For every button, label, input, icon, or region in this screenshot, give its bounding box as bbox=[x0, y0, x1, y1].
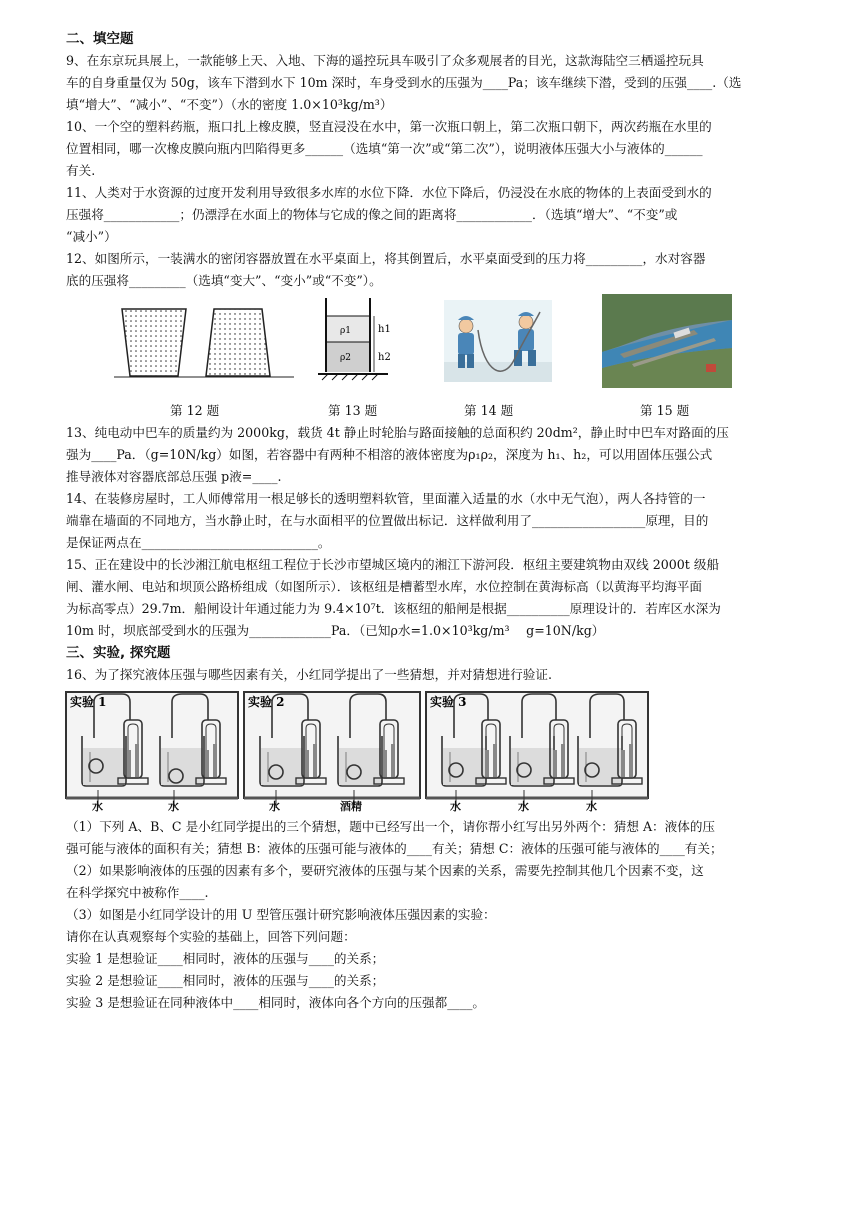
q9-line-2: 车的自身重量仅为 50g，该车下潜到水下 10m 深时，车身受到水的压强为____Pa；该车继续下潜，受到的压强____.（选 bbox=[66, 75, 742, 90]
worksheet-page bbox=[66, 28, 806, 1014]
caption-fig-12: 第 12 题 bbox=[170, 403, 220, 418]
q9-line-1: 9、在东京玩具展上，一款能够上天、入地、下海的遥控玩具车吸引了众多观展者的目光，这款海陆空三栖遥控玩具 bbox=[66, 53, 704, 68]
q10-line-3: 有关. bbox=[66, 163, 96, 178]
q14-line-1: 14、在装修房屋时，工人师傅常用一根足够长的透明塑料软管，里面灌入适量的水（水中无气泡），两人各持管的一 bbox=[66, 491, 706, 506]
fig13-h1: h1 bbox=[378, 324, 391, 335]
exp3-liquid-1: 水 bbox=[450, 800, 461, 813]
q11-line-3: “减小”） bbox=[66, 229, 117, 244]
q15-line-2: 闸、灌水闸、电站和坝顶公路桥组成（如图所示）．该枢纽是槽蓄型水库，水位控制在黄海标高（以黄海平均海平面 bbox=[66, 579, 702, 594]
q11-line-2: 压强将____________；仍漂浮在水面上的物体与它成的像之间的距离将____________．（选填“增大”、“不变”或 bbox=[66, 207, 678, 222]
q16-exp3-question: 实验 3 是想验证在同种液体中____相同时，液体向各个方向的压强都____。 bbox=[66, 995, 486, 1010]
figure-15-hydro-junction bbox=[602, 294, 732, 388]
caption-fig-13: 第 13 题 bbox=[328, 403, 378, 418]
exp1-label: 实验 1 bbox=[70, 695, 107, 709]
q15-line-3: 为标高零点）29.7m．船闸设计年通过能力为 9.4×10⁷t．该枢纽的船闸是根据__________原理设计的．若库区水深为 bbox=[66, 601, 721, 616]
q9-line-3: 填“增大”、“减小”、“不变”）（水的密度 1.0×10³kg/m³） bbox=[66, 97, 393, 112]
figure-14-workers-tube bbox=[444, 300, 552, 382]
caption-fig-14: 第 14 题 bbox=[464, 403, 514, 418]
q13-line-2: 强为____Pa．（g=10N/kg）如图，若容器中有两种不相溶的液体密度为ρ₁ρ₂，深度为 h₁、h₂，可以用固体压强公式 bbox=[66, 447, 713, 462]
exp1-liquid-2: 水 bbox=[168, 800, 179, 813]
fig13-rho2: ρ2 bbox=[340, 353, 352, 363]
fig13-rho1: ρ1 bbox=[340, 326, 352, 336]
exp3-liquid-3: 水 bbox=[586, 800, 597, 813]
q13-line-1: 13、纯电动中巴车的质量约为 2000kg，载货 4t 静止时轮胎与路面接触的总面积约 20dm²，静止时中巴车对路面的压 bbox=[66, 425, 729, 440]
section-2-title: 二、填空题 bbox=[66, 31, 134, 47]
figure-12-containers bbox=[114, 304, 294, 384]
exp1-liquid-1: 水 bbox=[92, 800, 103, 813]
q16-part2-line-2: 在科学探究中被称作____. bbox=[66, 885, 209, 900]
exp3-liquid-2: 水 bbox=[518, 800, 529, 813]
q16-part3: （3）如图是小红同学设计的用 U 型管压强计研究影响液体压强因素的实验： bbox=[66, 907, 496, 922]
q16-part1-line-1: （1）下列 A、B、C 是小红同学提出的三个猜想，题中已经写出一个，请你帮小红写出另外两个：猜想 A：液体的压 bbox=[66, 819, 716, 834]
exp2-liquid-2: 酒精 bbox=[340, 800, 362, 813]
exp3-label: 实验 3 bbox=[430, 695, 467, 709]
q14-line-2: 端靠在墙面的不同地方，当水静止时，在与水面相平的位置做出标记．这样做利用了__________________原理，目的 bbox=[66, 513, 709, 528]
section-3-title: 三、实验, 探究题 bbox=[66, 645, 171, 661]
q16-intro: 16、为了探究液体压强与哪些因素有关，小红同学提出了一些猜想，并对猜想进行验证. bbox=[66, 667, 552, 682]
q12-line-2: 底的压强将_________（选填“变大”、“变小”或“不变”）。 bbox=[66, 273, 382, 288]
q16-exp2-question: 实验 2 是想验证____相同时，液体的压强与____的关系； bbox=[66, 973, 385, 988]
q16-ask: 请你在认真观察每个实验的基础上，回答下列问题： bbox=[66, 929, 356, 944]
figure-16-experiments bbox=[66, 690, 806, 814]
q16-part1-line-2: 强可能与液体的面积有关；猜想 B：液体的压强可能与液体的____有关；猜想 C：液体的压强可能与液体的____有关； bbox=[66, 841, 723, 856]
figure-13-two-liquids bbox=[316, 294, 406, 386]
exp2-liquid-1: 水 bbox=[269, 800, 280, 813]
q16-exp1-question: 实验 1 是想验证____相同时，液体的压强与____的关系； bbox=[66, 951, 385, 966]
q15-line-4: 10m 时，坝底部受到水的压强为_____________Pa．（已知ρ水=1.0×10³kg/m³ g=10N/kg） bbox=[66, 623, 605, 638]
figures-row bbox=[66, 294, 806, 422]
fig13-h2: h2 bbox=[378, 352, 391, 363]
caption-fig-15: 第 15 题 bbox=[640, 403, 690, 418]
q10-line-2: 位置相同，哪一次橡皮膜向瓶内凹陷得更多______（选填“第一次”或“第二次”），说明液体压强大小与液体的______ bbox=[66, 141, 703, 156]
q14-line-3: 是保证两点在____________________________。 bbox=[66, 535, 331, 550]
q10-line-1: 10、一个空的塑料药瓶，瓶口扎上橡皮膜，竖直浸没在水中，第一次瓶口朝上，第二次瓶口朝下，两次药瓶在水里的 bbox=[66, 119, 712, 134]
q15-line-1: 15、正在建设中的长沙湘江航电枢纽工程位于长沙市望城区境内的湘江下游河段．枢纽主要建筑物由双线 2000t 级船 bbox=[66, 557, 720, 572]
q16-part2-line-1: （2）如果影响液体的压强的因素有多个，要研究液体的压强与某个因素的关系，需要先控制其他几个因素不变，这 bbox=[66, 863, 704, 878]
q13-line-3: 推导液体对容器底部总压强 p液=____. bbox=[66, 469, 282, 484]
exp2-label: 实验 2 bbox=[248, 695, 285, 709]
q12-line-1: 12、如图所示，一装满水的密闭容器放置在水平桌面上，将其倒置后，水平桌面受到的压力将_________，水对容器 bbox=[66, 251, 706, 266]
q11-line-1: 11、人类对于水资源的过度开发利用导致很多水库的水位下降．水位下降后，仍浸没在水底的物体的上表面受到水的 bbox=[66, 185, 712, 200]
